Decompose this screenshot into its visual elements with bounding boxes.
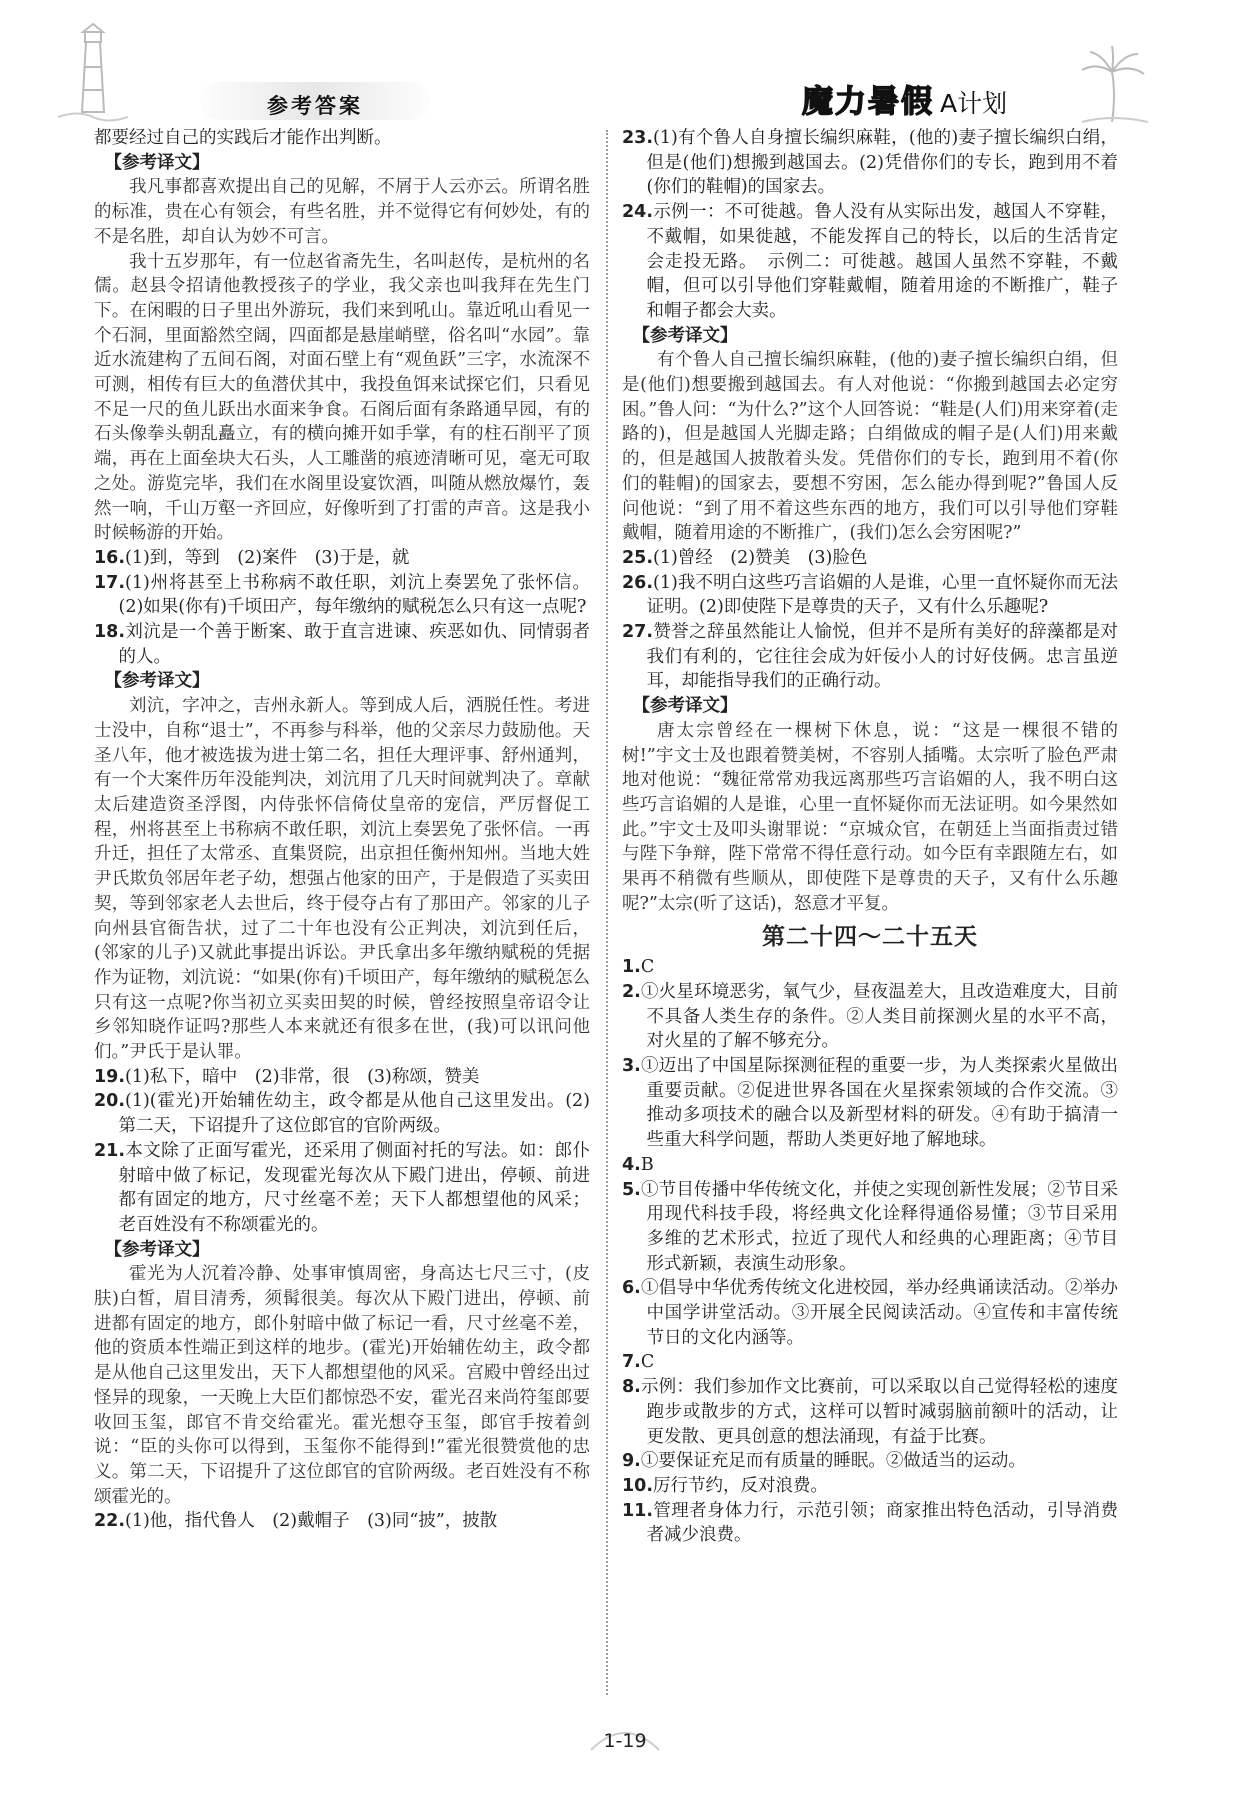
answer-item [94,546,590,571]
question-number: 18. [94,622,126,643]
reference-translation-heading: 【参考译文】 [632,696,738,717]
answer-item [622,571,1118,620]
page-header [0,0,1250,120]
answer-text: (1)州将甚至上书称病不敢任职，刘沆上奏罢免了张怀信。(2)如果(你有)千顷田产，每年缴纳的赋税怎么只有这一点呢? [118,572,590,618]
answer-text: (1)到，等到 (2)案件 (3)于是，就 [125,547,410,568]
answer-item [622,1276,1118,1350]
answer-text: ①要保证充足而有质量的睡眠。②做适当的运动。 [640,1451,1026,1472]
lighthouse-icon [58,22,128,122]
translation-paragraph: 唐太宗曾经在一棵树下休息，说：“这是一棵很不错的树!”宇文士及也跟着赞美树，不容别人插嘴。太宗听了脸色严肃地对他说：“魏征常常劝我远离那些巧言谄媚的人，我不明白这些巧言谄媚的人是谁，心里一直怀疑你而无法证明。如今果然如此。”宇文士及叩头谢罪说：“京城众官，在朝廷上当面指责过错与陛下争辩，陛下常常不得任意行动。如今臣有幸跟随左右，如果再不稍微有些顺从，即使陛下是尊贵的天子，又有什么乐趣呢?”太宗(听了这话)，怒意才平复。 [622,720,1118,914]
question-number: 27. [622,622,654,643]
answer-item [622,1449,1118,1474]
brand-title: 魔力暑假 [802,84,934,120]
question-number: 10. [622,1475,654,1496]
question-number: 17. [94,572,126,593]
continued-text: 都要经过自己的实践后才能作出判断。 [94,128,392,148]
question-number: 2. [622,981,641,1002]
question-number: 8. [622,1377,641,1398]
left-column [94,126,590,1534]
answer-item [622,126,1118,200]
question-number: 22. [94,1511,126,1532]
answer-text: 刘沆是一个善于断案、敢于直言进谏、疾恶如仇、同情弱者的人。 [118,622,590,667]
answer-text: C [640,1352,655,1373]
answer-item [94,1139,590,1238]
answer-text: (1)曾经 (2)赞美 (3)脸色 [653,547,868,568]
question-number: 16. [94,547,126,568]
column-divider [606,130,608,1695]
answer-item [622,1474,1118,1499]
reference-translation-heading: 【参考译文】 [104,671,210,692]
answer-text: (1)我不明白这些巧言谄媚的人是谁，心里一直怀疑你而无法证明。(2)即使陛下是尊贵的天子，又有什么乐趣呢? [646,572,1118,618]
answer-item [94,1509,590,1534]
answer-text: ①节目传播中华传统文化，并使之实现创新性发展；②节目采用现代科技手段，将经典文化诠释得通俗易懂；③节目采用多维的艺术形式，拉近了现代人和经典的心理距离；④节目形式新颖，表演生动形象。 [640,1179,1118,1274]
answer-item [622,955,1118,980]
answer-key-banner [200,82,430,120]
answer-text: 示例：我们参加作文比赛前，可以采取以自己觉得轻松的速度跑步或散步的方式，这样可以暂时减弱脑前额叶的活动，让更发散、更具创意的想法涌现，有益于比赛。 [640,1377,1118,1447]
answer-text: (1)私下，暗中 (2)非常，很 (3)称颂，赞美 [125,1066,480,1087]
question-number: 6. [622,1278,641,1299]
question-number: 20. [94,1091,126,1112]
brand-logo [802,76,1102,120]
answer-key-title: 参考答案 [267,94,363,118]
answer-text: 管理者身体力行，示范引领；商家推出特色活动，引导消费者减少浪费。 [646,1500,1118,1546]
question-number: 9. [622,1451,641,1472]
answer-text: C [640,957,655,978]
right-column [622,126,1118,1548]
answer-item [622,1350,1118,1375]
answer-text: ①迈出了中国星际探测征程的重要一步，为人类探索火星做出重要贡献。②促进世界各国在火星探索领域的合作交流。③推动多项技术的融合以及新型材料的研发。④有助于搞清一些重大科学问题，帮助人类更好地了解地球。 [640,1056,1118,1151]
question-number: 26. [622,572,654,593]
answer-text: (1)(霍光)开始辅佐幼主，政令都是从他自己这里发出。(2)第二天，下诏提升了这位郎官的官阶两级。 [118,1091,590,1137]
reference-translation-heading: 【参考译文】 [104,152,210,173]
question-number: 11. [622,1500,654,1521]
answer-text: 本文除了正面写霍光，还采用了侧面衬托的写法。如：郎仆射暗中做了标记，发现霍光每次从下殿门进出，停顿、前进都有固定的地方，尺寸丝毫不差；天下人都想望他的风采；老百姓没有不称颂霍光的。 [118,1140,590,1235]
answer-text: 厉行节约，反对浪费。 [653,1475,829,1496]
translation-paragraph: 霍光为人沉着冷静、处事审慎周密，身高达七尺三寸，(皮肤)白皙，眉目清秀，须髯很美。每次从下殿门进出，停顿、前进都有固定的地方，郎仆射暗中做了标记一看，尺寸丝毫不差，他的资质本性端正到这样的地步。(霍光)开始辅佐幼主，政令都是从他自己这里发出，天下人都想望他的风采。宫殿中曾经出过怪异的现象，一天晚上大臣们都惊恐不安，霍光召来尚符玺郎要收回玉玺，郎官不肯交给霍光。霍光想夺玉玺，郎官手按着剑说：“臣的头你可以得到，玉玺你不能得到!”霍光很赞赏他的忠义。第二天，下诏提升了这位郎官的官阶两级。老百姓没有不称颂霍光的。 [94,1264,590,1507]
question-number: 21. [94,1140,126,1161]
answer-item [94,1065,590,1090]
answer-item [94,571,590,620]
answer-item [622,1054,1118,1153]
question-number: 19. [94,1066,126,1087]
question-number: 4. [622,1154,641,1175]
answer-item [94,620,590,669]
answer-item [622,1178,1118,1277]
answer-item [94,1089,590,1138]
answer-text: (1)有个鲁人自身擅长编织麻鞋，(他的)妻子擅长编织白绢，但是(他们)想搬到越国去。(2)凭借你们的专长，跑到用不着(你们的鞋帽)的国家去。 [646,128,1118,198]
answer-text: ①火星环境恶劣，氧气少，昼夜温差大，且改造难度大，目前不具备人类生存的条件。②人类目前探测火星的水平不高，对火星的了解不够充分。 [640,981,1118,1052]
answer-item [622,546,1118,571]
answer-text: ①倡导中华优秀传统文化进校园，举办经典诵读活动。②举办中国学讲堂活动。③开展全民阅读活动。④宣传和丰富传统节日的文化内涵等。 [640,1278,1118,1348]
answer-item [622,1499,1118,1548]
reference-translation-heading: 【参考译文】 [104,1239,210,1260]
answer-item [622,620,1118,694]
translation-paragraph: 有个鲁人自己擅长编织麻鞋，(他的)妻子擅长编织白绢，但是(他们)想要搬到越国去。有人对他说：“你搬到越国去必定穷困。”鲁人问：“为什么?”这个人回答说：“鞋是(人们)用来穿着(走路的)，但是越国人光脚走路；白绢做成的帽子是(人们)用来戴的，但是越国人披散着头发。凭借你们的专长，跑到用不着(你们的鞋帽)的国家去，要想不穷困，怎么能办得到呢?”鲁国人反问他说：“到了用不着这些东西的地方，我们可以引导他们穿鞋戴帽，随着用途的不断推广，(我们)怎么会穷困呢?” [622,350,1118,544]
translation-paragraph: 我凡事都喜欢提出自己的见解，不屑于人云亦云。所谓名胜的标准，贵在心有领会，有些名胜，并不觉得它有何妙处，有的不是名胜，却自认为妙不可言。 [94,177,590,247]
answer-item [622,980,1118,1054]
question-number: 1. [622,957,641,978]
answer-text: 赞誉之辞虽然能让人愉悦，但并不是所有美好的辞藻都是对我们有利的，它往往会成为奸佞小人的讨好伎俩。忠言虽逆耳，却能指导我们的正确行动。 [646,622,1118,692]
page-number: 1-19 [603,1730,647,1752]
palm-tree-icon [1072,44,1152,124]
answer-text: 示例一：不可徙越。鲁人没有从实际出发，越国人不穿鞋，不戴帽，如果徙越，不能发挥自己的特长，以后的生活肯定会走投无路。 示例二：可徙越。越国人虽然不穿鞋，不戴帽，但可以引导他们穿鞋戴帽，随着用途的不断推广，鞋子和帽子都会大卖。 [646,202,1118,321]
answer-item [622,200,1118,324]
question-number: 25. [622,547,654,568]
reference-translation-heading: 【参考译文】 [632,325,738,346]
answer-item [622,1375,1118,1449]
translation-paragraph: 刘沆，字冲之，吉州永新人。等到成人后，洒脱任性。考进士没中，自称“退士”，不再参与科举，他的父亲尽力鼓励他。天圣八年，他才被选拔为进士第二名，担任大理评事、舒州通判，有一个大案件历年没能判决，刘沆用了几天时间就判决了。章献太后建造资圣浮图，内侍张怀信倚仗皇帝的宠信，严厉督促工程，州将甚至上书称病不敢任职，刘沆上奏罢免了张怀信。一再升迁，担任了太常丞、直集贤院，出京担任衡州知州。当地大姓尹氏欺负邻居年老子幼，想强占他家的田产，于是假造了买卖田契，等到邻家老人去世后，终于侵夺占有了那田产。邻家的儿子向州县官衙告状，过了二十年也没有公正判决，刘沆到任后，(邻家的儿子)又就此事提出诉讼。尹氏拿出多年缴纳赋税的凭据作为证物，刘沆说：“如果(你有)千顷田产，每年缴纳的赋税怎么只有这一点呢?你当初立买卖田契的时候，曾经按照皇帝诏令让乡邻知晓作证吗?那些人本来就还有很多在世，(我)可以讯问他们。”尹氏于是认罪。 [94,696,590,1063]
answer-text: (1)他，指代鲁人 (2)戴帽子 (3)同“披”，披散 [125,1511,498,1532]
question-number: 7. [622,1352,641,1373]
section-title: 第二十四～二十五天 [762,923,978,950]
question-number: 3. [622,1056,641,1077]
answer-item [622,1153,1118,1178]
brand-subtitle: A计划 [940,89,1008,118]
question-number: 5. [622,1179,641,1200]
answer-text: B [640,1154,654,1175]
question-number: 23. [622,128,654,148]
translation-paragraph: 我十五岁那年，有一位赵省斋先生，名叫赵传，是杭州的名儒。赵县令招请他教授孩子的学业，我父亲也叫我拜在先生门下。在闲暇的日子里出外游玩，我们来到吼山。靠近吼山看见一个石洞，里面豁然空阔，四面都是悬崖峭壁，俗名叫“水园”。靠近水流建构了五间石阁，对面石壁上有“观鱼跃”三字，水流深不可测，相传有巨大的鱼潜伏其中，我投鱼饵来试探它们，只看见不足一尺的鱼儿跃出水面来争食。石阁后面有条路通早园，有的石头像拳头朝乱矗立，有的横向摊开如手掌，有的柱石削平了顶端，再在上面垒块大石头，人工雕凿的痕迹清晰可见，毫无可取之处。游览完毕，我们在水阁里设宴饮酒，叫随从燃放爆竹，轰然一响，千山万壑一齐回应，好像听到了打雷的声音。这是我小时候畅游的开始。 [94,251,590,544]
question-number: 24. [622,202,654,223]
